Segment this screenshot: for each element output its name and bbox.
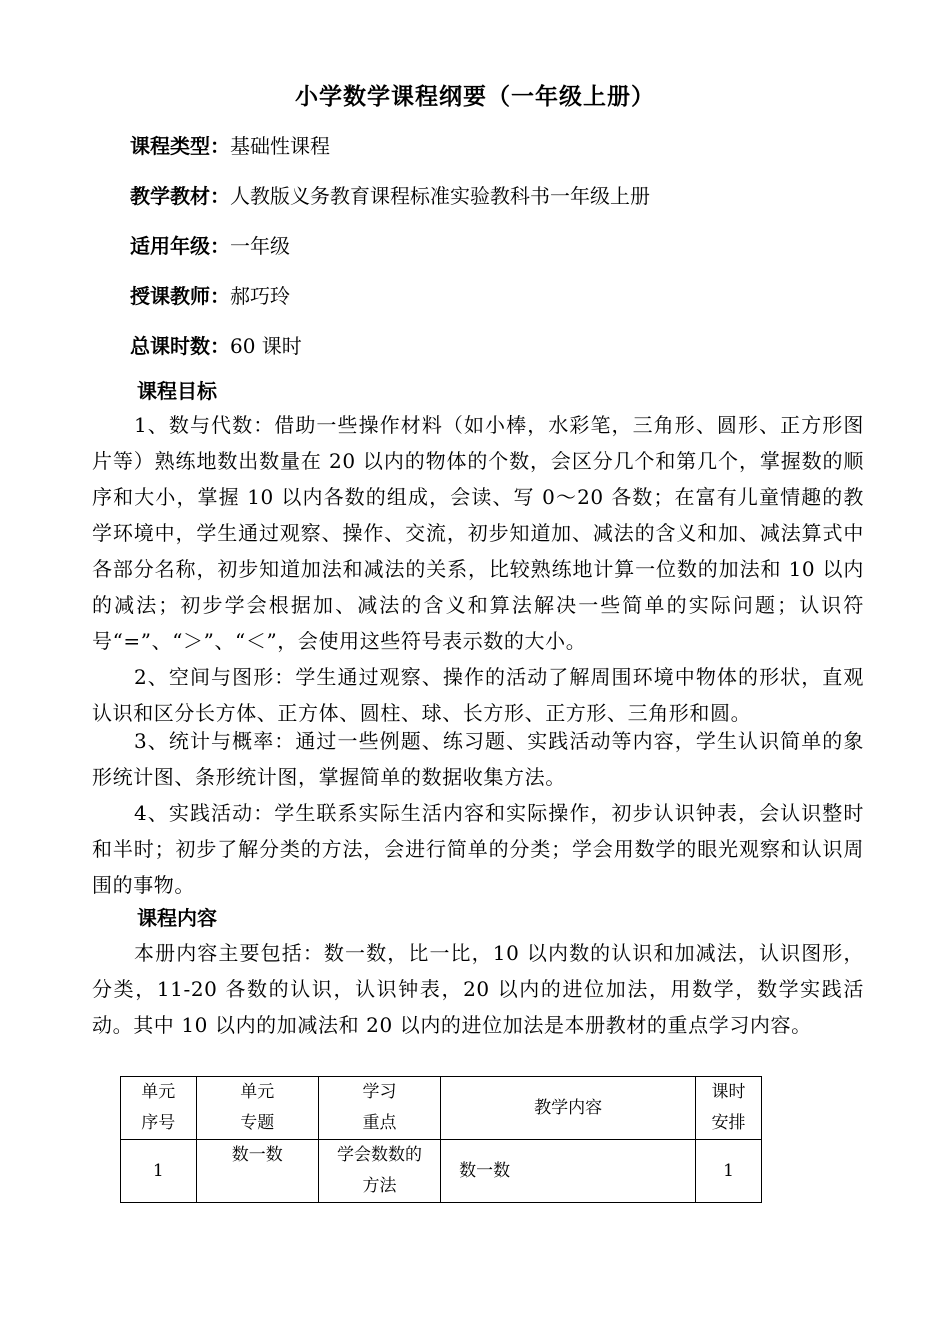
cell-focus: 学会数数的 方法: [318, 1140, 440, 1203]
goal-paragraph-1: 1、数与代数：借助一些操作材料（如小棒，水彩笔，三角形、圆形、正方形图片等）熟练地数出数量在 20 以内的物体的个数，会区分几个和第几个，掌握数的顺序和大小，掌握 10 以内各数的组成，会读、写 0～20 各数；在富有儿童情趣的教学环境中，学生通过观察、操作、交流，初步知道加、减法的含义和加、减法算式中各部分名称，初步知道加法和减法的关系，比较熟练地计算一位数的加法和 10 以内的减法；初步学会根据加、减法的含义和算法解决一些简单的实际问题；认识符号“=”、“＞”、“＜”，会使用这些符号表示数的大小。: [92, 413, 864, 653]
field-textbook: [130, 183, 650, 209]
cell-unit-topic: 数一数: [196, 1140, 318, 1203]
field-value: 60 课时: [230, 334, 302, 358]
header-hours: 课时 安排: [696, 1077, 762, 1140]
field-label: 总课时数：: [130, 334, 230, 358]
goals-heading: 课程目标: [137, 379, 217, 403]
content-heading: 课程内容: [137, 906, 217, 930]
cell-unit-number: 1: [121, 1140, 197, 1203]
field-course-type: [130, 133, 330, 159]
field-label: 教学教材：: [130, 184, 230, 208]
header-focus: 学习 重点: [318, 1077, 440, 1140]
field-teacher: [130, 283, 290, 309]
header-unit-number: 单元 序号: [121, 1077, 197, 1140]
field-value: 一年级: [230, 234, 290, 258]
header-teaching-content: 教学内容: [441, 1077, 696, 1140]
cell-hours: 1: [696, 1140, 762, 1203]
field-label: 课程类型：: [130, 134, 230, 158]
goal-paragraph-2: 2、空间与图形：学生通过观察、操作的活动了解周围环境中物体的形状，直观认识和区分长方体、正方体、圆柱、球、长方形、正方形、三角形和圆。: [92, 665, 864, 725]
goal-paragraph-3: 3、统计与概率：通过一些例题、练习题、实践活动等内容，学生认识简单的象形统计图、条形统计图，掌握简单的数据收集方法。: [92, 729, 864, 789]
table-row: [121, 1140, 762, 1203]
field-label: 适用年级：: [130, 234, 230, 258]
cell-teaching-content: 数一数: [441, 1140, 696, 1203]
field-label: 授课教师：: [130, 284, 230, 308]
content-paragraph: 本册内容主要包括：数一数，比一比，10 以内数的认识和加减法，认识图形，分类，11-20 各数的认识，认识钟表，20 以内的进位加法，用数学，数学实践活动。其中 10 以内的加减法和 20 以内的进位加法是本册教材的重点学习内容。: [92, 941, 864, 1037]
field-grade: [130, 233, 290, 259]
field-value: 郝巧玲: [230, 284, 290, 308]
field-value: 基础性课程: [230, 134, 330, 158]
schedule-table: [120, 1076, 762, 1203]
header-unit-topic: 单元 专题: [196, 1077, 318, 1140]
document-title: 小学数学课程纲要（一年级上册）: [295, 83, 655, 110]
table-header-row: [121, 1077, 762, 1140]
field-total-hours: [130, 333, 302, 359]
goal-paragraph-4: 4、实践活动：学生联系实际生活内容和实际操作，初步认识钟表，会认识整时和半时；初步了解分类的方法，会进行简单的分类；学会用数学的眼光观察和认识周围的事物。: [92, 801, 864, 897]
field-value: 人教版义务教育课程标准实验教科书一年级上册: [230, 184, 650, 208]
